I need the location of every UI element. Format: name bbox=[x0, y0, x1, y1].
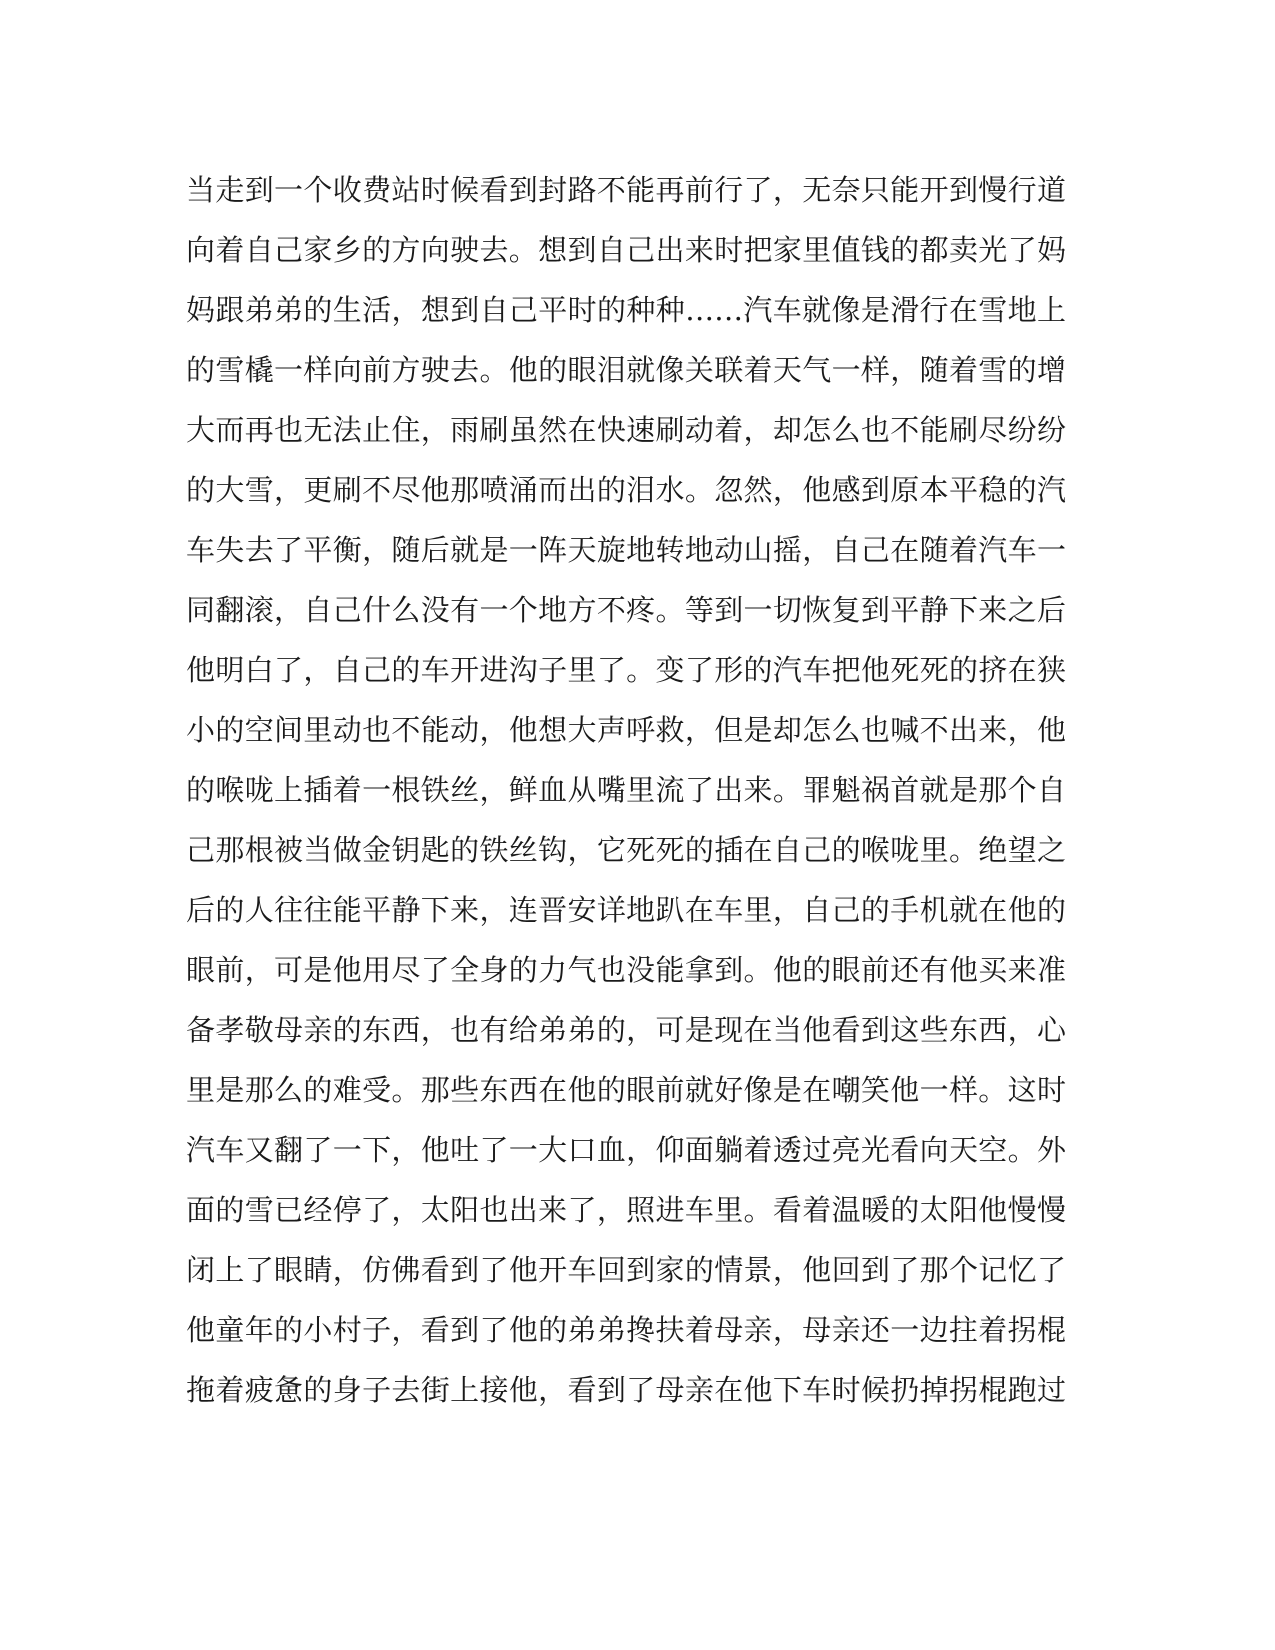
text-line-11: 的喉咙上插着一根铁丝，鲜血从嘴里流了出来。罪魁祸首就是那个自 bbox=[186, 773, 1066, 807]
text-line-13: 后的人往往能平静下来，连晋安详地趴在车里，自己的手机就在他的 bbox=[186, 893, 1066, 927]
text-line-3: 妈跟弟弟的生活，想到自己平时的种种……汽车就像是滑行在雪地上 bbox=[186, 293, 1066, 327]
text-line-20: 他童年的小村子，看到了他的弟弟搀扶着母亲，母亲还一边拄着拐棍 bbox=[186, 1313, 1066, 1347]
text-line-5: 大而再也无法止住，雨刷虽然在快速刷动着，却怎么也不能刷尽纷纷 bbox=[186, 413, 1066, 447]
text-line-4: 的雪橇一样向前方驶去。他的眼泪就像关联着天气一样，随着雪的增 bbox=[186, 353, 1066, 387]
text-line-18: 面的雪已经停了，太阳也出来了，照进车里。看着温暖的太阳他慢慢 bbox=[186, 1193, 1066, 1227]
text-line-2: 向着自己家乡的方向驶去。想到自己出来时把家里值钱的都卖光了妈 bbox=[186, 233, 1066, 267]
text-line-14: 眼前，可是他用尽了全身的力气也没能拿到。他的眼前还有他买来准 bbox=[186, 953, 1066, 987]
body-text bbox=[186, 160, 1066, 1420]
text-line-19: 闭上了眼睛，仿佛看到了他开车回到家的情景，他回到了那个记忆了 bbox=[186, 1253, 1066, 1287]
text-line-1: 当走到一个收费站时候看到封路不能再前行了，无奈只能开到慢行道 bbox=[186, 173, 1066, 207]
text-line-10: 小的空间里动也不能动，他想大声呼救，但是却怎么也喊不出来，他 bbox=[186, 713, 1066, 747]
text-line-17: 汽车又翻了一下，他吐了一大口血，仰面躺着透过亮光看向天空。外 bbox=[186, 1133, 1066, 1167]
text-line-12: 己那根被当做金钥匙的铁丝钩，它死死的插在自己的喉咙里。绝望之 bbox=[186, 833, 1066, 867]
text-line-8: 同翻滚，自己什么没有一个地方不疼。等到一切恢复到平静下来之后 bbox=[186, 593, 1066, 627]
text-line-9: 他明白了，自己的车开进沟子里了。变了形的汽车把他死死的挤在狭 bbox=[186, 653, 1066, 687]
text-line-21: 拖着疲惫的身子去街上接他，看到了母亲在他下车时候扔掉拐棍跑过 bbox=[186, 1373, 1066, 1407]
text-line-6: 的大雪，更刷不尽他那喷涌而出的泪水。忽然，他感到原本平稳的汽 bbox=[186, 473, 1066, 507]
text-line-16: 里是那么的难受。那些东西在他的眼前就好像是在嘲笑他一样。这时 bbox=[186, 1073, 1066, 1107]
text-line-15: 备孝敬母亲的东西，也有给弟弟的，可是现在当他看到这些东西，心 bbox=[186, 1013, 1066, 1047]
text-line-7: 车失去了平衡，随后就是一阵天旋地转地动山摇，自己在随着汽车一 bbox=[186, 533, 1066, 567]
